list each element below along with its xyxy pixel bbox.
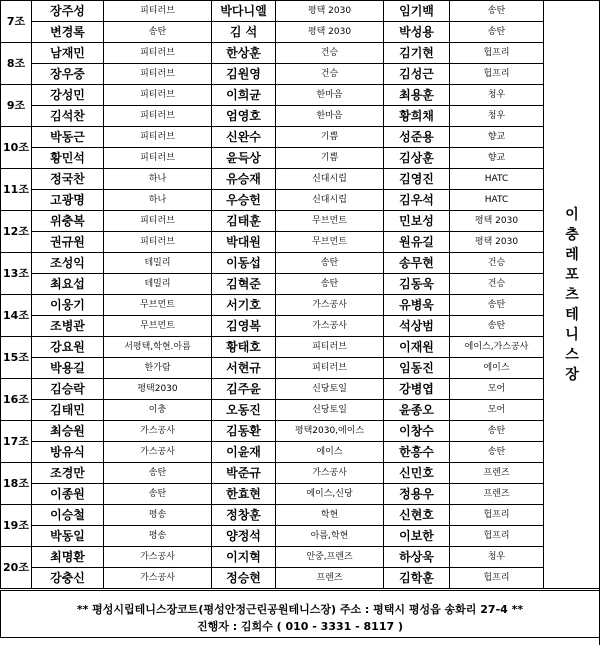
group-label: 14조	[1, 295, 32, 337]
group-label: 15조	[1, 337, 32, 379]
club-name: 테밀리	[104, 274, 212, 295]
player-name: 장우중	[32, 64, 104, 85]
player-name: 유병욱	[384, 295, 450, 316]
table-row	[1, 526, 601, 547]
sheet-edge	[599, 0, 605, 645]
club-name: 평송	[104, 526, 212, 547]
venue-char: 충	[565, 226, 579, 243]
club-name: 평택 2030	[276, 22, 384, 43]
club-name: 가스공사	[104, 421, 212, 442]
club-name: 가스공사	[104, 442, 212, 463]
player-name: 강요원	[32, 337, 104, 358]
club-name: 프렌즈	[450, 463, 544, 484]
group-label: 8조	[1, 43, 32, 85]
club-name: HATC	[450, 190, 544, 211]
club-name: 헙프리	[450, 568, 544, 589]
player-name: 강충신	[32, 568, 104, 589]
club-name: 송탄	[104, 22, 212, 43]
player-name: 최요섭	[32, 274, 104, 295]
player-name: 서현규	[212, 358, 276, 379]
table-row	[1, 274, 601, 295]
player-name: 최승원	[32, 421, 104, 442]
player-name: 이동섭	[212, 253, 276, 274]
player-name: 성준용	[384, 127, 450, 148]
player-name: 김우석	[384, 190, 450, 211]
club-name: 평택2030	[104, 379, 212, 400]
table-row	[1, 337, 601, 358]
player-name: 박용길	[32, 358, 104, 379]
group-label: 7조	[1, 1, 32, 43]
table-row	[1, 22, 601, 43]
player-name: 엄영호	[212, 106, 276, 127]
club-name: 송탄	[450, 22, 544, 43]
player-name: 박준규	[212, 463, 276, 484]
club-name: 송탄	[276, 274, 384, 295]
venue-char: 장	[565, 366, 579, 383]
player-name: 신현호	[384, 505, 450, 526]
club-name: 피티러브	[104, 85, 212, 106]
table-row	[1, 106, 601, 127]
footer-address: ** 평성시립테니스장코트(평성안정근린공원테니스장) 주소 : 평택시 평성읍 송화리 27-4 **	[76, 603, 524, 616]
player-name: 남재민	[32, 43, 104, 64]
player-name: 김기현	[384, 43, 450, 64]
venue-char: 테	[565, 306, 579, 323]
player-name: 최용훈	[384, 85, 450, 106]
club-name: 가스공사	[276, 463, 384, 484]
club-name: 평택2030,에이스	[276, 421, 384, 442]
venue-char: 이	[565, 206, 579, 223]
table-row	[1, 547, 601, 568]
club-name: 테밀리	[104, 253, 212, 274]
player-name: 윤득상	[212, 148, 276, 169]
player-name: 오동진	[212, 400, 276, 421]
player-name: 하상욱	[384, 547, 450, 568]
player-name: 김학훈	[384, 568, 450, 589]
club-name: 신당토일	[276, 400, 384, 421]
player-name: 조병관	[32, 316, 104, 337]
player-name: 송무현	[384, 253, 450, 274]
club-name: 평택 2030	[276, 1, 384, 22]
club-name: 피티러브	[104, 1, 212, 22]
player-name: 최명환	[32, 547, 104, 568]
club-name: 가스공사	[104, 568, 212, 589]
club-name: 청우	[450, 106, 544, 127]
player-name: 조경만	[32, 463, 104, 484]
table-row	[1, 169, 601, 190]
table-row	[1, 316, 601, 337]
table-row	[1, 463, 601, 484]
club-name: 이충	[104, 400, 212, 421]
player-name: 방유식	[32, 442, 104, 463]
table-row	[1, 568, 601, 589]
player-name: 유승재	[212, 169, 276, 190]
club-name: 기쁨	[276, 148, 384, 169]
player-name: 김영복	[212, 316, 276, 337]
club-name: 에이스,신당	[276, 484, 384, 505]
player-name: 강성민	[32, 85, 104, 106]
player-name: 권규원	[32, 232, 104, 253]
club-name: 헙프리	[450, 505, 544, 526]
club-name: 무브먼트	[276, 232, 384, 253]
table-row	[1, 64, 601, 85]
club-name: 무브먼트	[104, 316, 212, 337]
player-name: 박대원	[212, 232, 276, 253]
club-name: 에이스	[276, 442, 384, 463]
club-name: 가스공사	[104, 547, 212, 568]
club-name: 송탄	[450, 442, 544, 463]
club-name: 아름,학현	[276, 526, 384, 547]
group-label: 12조	[1, 211, 32, 253]
group-label: 19조	[1, 505, 32, 547]
player-name: 이희균	[212, 85, 276, 106]
player-name: 서기호	[212, 295, 276, 316]
club-name: 프렌즈	[450, 484, 544, 505]
table-row	[1, 43, 601, 64]
club-name: 하나	[104, 169, 212, 190]
club-name: 가스공사	[276, 316, 384, 337]
player-name: 이종원	[32, 484, 104, 505]
club-name: 한마음	[276, 106, 384, 127]
group-label: 13조	[1, 253, 32, 295]
club-name: HATC	[450, 169, 544, 190]
club-name: 향교	[450, 148, 544, 169]
player-name: 박동일	[32, 526, 104, 547]
club-name: 피티러브	[104, 43, 212, 64]
club-name: 피티러브	[104, 232, 212, 253]
club-name: 피티러브	[276, 358, 384, 379]
player-name: 박동근	[32, 127, 104, 148]
player-name: 김석찬	[32, 106, 104, 127]
player-name: 황희채	[384, 106, 450, 127]
player-name: 이승철	[32, 505, 104, 526]
player-name: 임동진	[384, 358, 450, 379]
club-name: 평택 2030	[450, 211, 544, 232]
player-name: 김주윤	[212, 379, 276, 400]
club-name: 신당토일	[276, 379, 384, 400]
player-name: 황민석	[32, 148, 104, 169]
group-label: 11조	[1, 169, 32, 211]
club-name: 프렌즈	[276, 568, 384, 589]
club-name: 피티러브	[104, 106, 212, 127]
table-row	[1, 295, 601, 316]
player-name: 정승현	[212, 568, 276, 589]
player-name: 민보성	[384, 211, 450, 232]
club-name: 에이스,가스공사	[450, 337, 544, 358]
venue-char: 츠	[565, 286, 579, 303]
club-name: 송탄	[450, 421, 544, 442]
table-row	[1, 421, 601, 442]
player-name: 변경록	[32, 22, 104, 43]
club-name: 송탄	[450, 295, 544, 316]
club-name: 가스공사	[276, 295, 384, 316]
club-name: 신대시립	[276, 190, 384, 211]
table-row	[1, 190, 601, 211]
player-name: 위충복	[32, 211, 104, 232]
player-name: 신완수	[212, 127, 276, 148]
player-name: 한상훈	[212, 43, 276, 64]
club-name: 피티러브	[104, 148, 212, 169]
club-name: 향교	[450, 127, 544, 148]
table-row	[1, 442, 601, 463]
player-name: 양정석	[212, 526, 276, 547]
club-name: 기쁨	[276, 127, 384, 148]
venue-char: 니	[565, 326, 579, 343]
club-name: 신대시립	[276, 169, 384, 190]
player-name: 김영진	[384, 169, 450, 190]
table-row	[1, 400, 601, 421]
club-name: 평송	[104, 505, 212, 526]
club-name: 건승	[276, 64, 384, 85]
club-name: 건승	[450, 253, 544, 274]
club-name: 송탄	[104, 463, 212, 484]
player-name: 김동환	[212, 421, 276, 442]
club-name: 헙프리	[450, 43, 544, 64]
footer-organizer: 진행자 : 김희수 ( 010 - 3331 - 8117 )	[197, 620, 403, 633]
club-name: 송탄	[276, 253, 384, 274]
player-name: 김혁준	[212, 274, 276, 295]
player-name: 이윤재	[212, 442, 276, 463]
club-name: 건승	[450, 274, 544, 295]
club-name: 헙프리	[450, 526, 544, 547]
group-label: 9조	[1, 85, 32, 127]
club-name: 청우	[450, 547, 544, 568]
player-name: 정창훈	[212, 505, 276, 526]
venue-char: 스	[565, 346, 579, 363]
player-name: 김태민	[32, 400, 104, 421]
club-name: 건승	[276, 43, 384, 64]
player-name: 김상훈	[384, 148, 450, 169]
player-name: 김태훈	[212, 211, 276, 232]
group-label: 16조	[1, 379, 32, 421]
club-name: 한가람	[104, 358, 212, 379]
club-name: 피티러브	[104, 127, 212, 148]
table-row	[1, 1, 601, 22]
player-name: 정국찬	[32, 169, 104, 190]
club-name: 학현	[276, 505, 384, 526]
player-name: 김동욱	[384, 274, 450, 295]
club-name: 피티러브	[104, 211, 212, 232]
player-name: 김 석	[212, 22, 276, 43]
player-name: 김성근	[384, 64, 450, 85]
table-row	[1, 148, 601, 169]
table-row	[1, 127, 601, 148]
player-name: 강병엽	[384, 379, 450, 400]
club-name: 무브먼트	[104, 295, 212, 316]
group-label: 17조	[1, 421, 32, 463]
table-row	[1, 232, 601, 253]
player-name: 임기백	[384, 1, 450, 22]
player-name: 이웅기	[32, 295, 104, 316]
player-name: 고광명	[32, 190, 104, 211]
club-name: 송탄	[104, 484, 212, 505]
venue-name	[544, 1, 601, 589]
club-name: 송탄	[450, 1, 544, 22]
table-row	[1, 484, 601, 505]
footer	[0, 590, 599, 638]
club-name: 피티러브	[104, 64, 212, 85]
club-name: 한마음	[276, 85, 384, 106]
table-row	[1, 253, 601, 274]
table-row	[1, 358, 601, 379]
player-name: 김원영	[212, 64, 276, 85]
group-label: 20조	[1, 547, 32, 589]
club-name: 무브먼트	[276, 211, 384, 232]
player-name: 김승락	[32, 379, 104, 400]
club-name: 피티러브	[276, 337, 384, 358]
group-label: 10조	[1, 127, 32, 169]
player-name: 이재원	[384, 337, 450, 358]
venue-text	[565, 205, 579, 385]
player-name: 박성용	[384, 22, 450, 43]
table-row	[1, 379, 601, 400]
player-name: 한효현	[212, 484, 276, 505]
club-name: 모어	[450, 400, 544, 421]
table-row	[1, 211, 601, 232]
player-name: 원유길	[384, 232, 450, 253]
club-name: 안중,프렌즈	[276, 547, 384, 568]
club-name: 송탄	[450, 316, 544, 337]
player-name: 윤종오	[384, 400, 450, 421]
group-label: 18조	[1, 463, 32, 505]
club-name: 에이스	[450, 358, 544, 379]
player-name: 신민호	[384, 463, 450, 484]
venue-char: 레	[565, 246, 579, 263]
player-name: 장주성	[32, 1, 104, 22]
club-name: 헙프리	[450, 64, 544, 85]
club-name: 청우	[450, 85, 544, 106]
club-name: 하나	[104, 190, 212, 211]
player-name: 조성익	[32, 253, 104, 274]
club-name: 서평택,학현.아름	[104, 337, 212, 358]
player-name: 이지혁	[212, 547, 276, 568]
player-name: 이창수	[384, 421, 450, 442]
player-name: 황태호	[212, 337, 276, 358]
player-name: 석상범	[384, 316, 450, 337]
club-name: 모어	[450, 379, 544, 400]
club-name: 평택 2030	[450, 232, 544, 253]
table-row	[1, 85, 601, 106]
player-name: 한흥수	[384, 442, 450, 463]
player-name: 박다니엘	[212, 1, 276, 22]
venue-char: 포	[565, 266, 579, 283]
table-row	[1, 505, 601, 526]
player-name: 이보한	[384, 526, 450, 547]
player-name: 우승헌	[212, 190, 276, 211]
player-name: 정용우	[384, 484, 450, 505]
